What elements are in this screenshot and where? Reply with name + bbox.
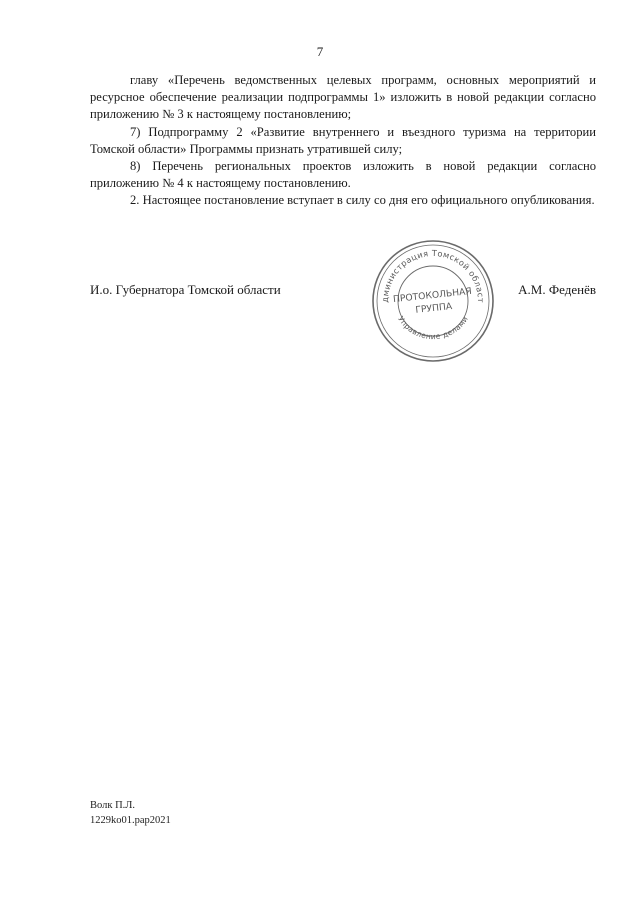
svg-text:Администрация Томской области: дминистрация Томской област [379,247,487,304]
paragraph-item-8: 8) Перечень региональных проектов изложить в новой редакции согласно приложению № 4 к настоящему постановлению. [90,159,596,191]
footer-author: Волк П.Л. [90,800,136,811]
svg-text:ПРОТОКОЛЬНАЯ: ПРОТОКОЛЬНАЯ [392,285,473,306]
svg-text:ГРУППА: ГРУППА [414,301,453,316]
footer-file-reference: 1229ko01.pap2021 [90,815,171,826]
svg-text:Управление делами: Управление делами [396,314,470,342]
paragraph-chapter-replacement: главу «Перечень ведомственных целевых программ, основных мероприятий и ресурсное обеспечение реализации подпрограммы 1» изложить в новой редакции согласно приложению № 3 к настоящему постановлению; [90,73,596,122]
document-body [90,72,596,210]
paragraph-item-7: 7) Подпрограмму 2 «Развитие внутреннего и въездного туризма на территории Томской области» Программы признать утратившей силу; [90,124,596,156]
paragraph-effective-date: 2. Настоящее постановление вступает в силу со дня его официального опубликования. [130,193,595,208]
official-stamp [370,238,496,364]
signature-block [90,282,596,302]
document-footer [90,798,171,828]
stamp-seal-icon [370,238,496,364]
signatory-name: А.М. Феденёв [518,282,596,297]
page-number: 7 [316,44,324,59]
signatory-position: И.о. Губернатора Томской области [90,282,281,297]
